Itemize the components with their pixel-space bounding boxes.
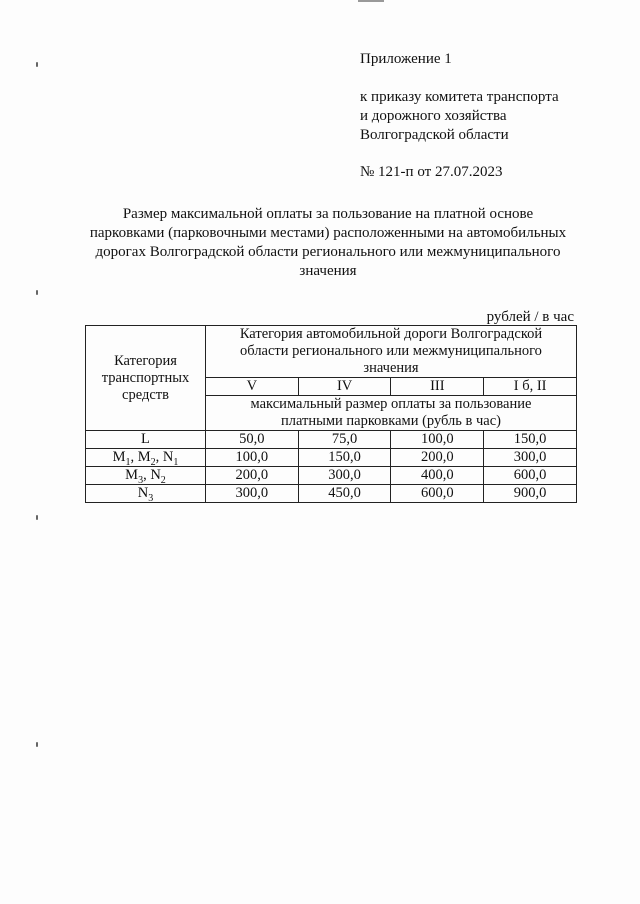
title-line-2: парковками (парковочными местами) расположенными на автомобильных [89, 225, 567, 241]
scan-mark [358, 0, 384, 2]
title-line-1: Размер максимальной оплаты за пользование на платной основе [122, 206, 534, 222]
value-cell: 100,0 [391, 431, 484, 449]
order-line-3: Волгоградской области [360, 127, 509, 143]
scan-speck [36, 62, 38, 67]
table-row [86, 431, 577, 449]
value-cell: 600,0 [484, 467, 577, 485]
vehicle-cell: $M_1$, $M_2$, $N_1$ [86, 449, 206, 467]
annex-block [360, 50, 559, 182]
order-line-2: и дорожного хозяйства [360, 108, 507, 124]
vehicle-category-header: Категория транспортных средств [86, 326, 206, 431]
road-cat-v: V [205, 378, 298, 396]
value-cell: 600,0 [391, 485, 484, 503]
value-cell: 450,0 [298, 485, 391, 503]
annex-title: Приложение 1 [360, 51, 452, 67]
value-cell: 75,0 [298, 431, 391, 449]
vehicle-cell: $N_3$ [86, 485, 206, 503]
value-cell: 900,0 [484, 485, 577, 503]
value-cell: 150,0 [298, 449, 391, 467]
title-line-4: значения [299, 263, 357, 279]
value-cell: 300,0 [484, 449, 577, 467]
vehicle-cell: L [86, 431, 206, 449]
road-cat-ib-ii: I б, II [484, 378, 577, 396]
table-row [86, 485, 577, 503]
fee-header: максимальный размер оплаты за пользование платными парковками (рубль в час) [205, 396, 576, 431]
table-row [86, 467, 577, 485]
scan-speck [36, 290, 38, 295]
value-cell: 100,0 [205, 449, 298, 467]
road-category-header: Категория автомобильной дороги Волгоградской области регионального или межмуниципального значения [205, 326, 576, 378]
scan-speck [36, 742, 38, 747]
unit-label: рублей / в час [486, 309, 574, 325]
fee-table [85, 325, 577, 503]
title-line-3: дорогах Волгоградской области регионального или межмуниципального [95, 244, 561, 260]
value-cell: 50,0 [205, 431, 298, 449]
value-cell: 300,0 [298, 467, 391, 485]
document-title [78, 205, 578, 281]
table-row [86, 449, 577, 467]
order-number: № 121-п от 27.07.2023 [360, 164, 503, 180]
value-cell: 200,0 [205, 467, 298, 485]
value-cell: 150,0 [484, 431, 577, 449]
vehicle-cell: $M_3$, $N_2$ [86, 467, 206, 485]
value-cell: 300,0 [205, 485, 298, 503]
value-cell: 400,0 [391, 467, 484, 485]
value-cell: 200,0 [391, 449, 484, 467]
order-line-1: к приказу комитета транспорта [360, 89, 559, 105]
road-cat-iii: III [391, 378, 484, 396]
scan-speck [36, 515, 38, 520]
road-cat-iv: IV [298, 378, 391, 396]
